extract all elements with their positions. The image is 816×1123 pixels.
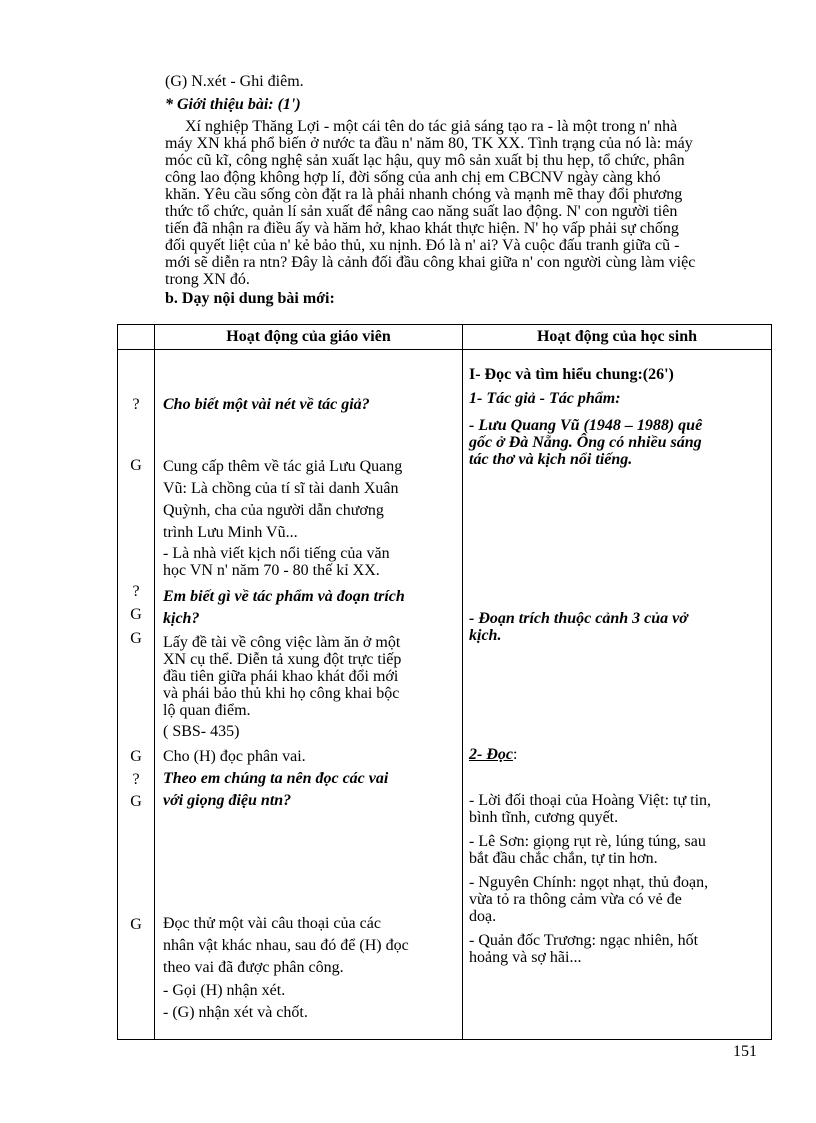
text-line: trình Lưu Minh Vũ... [163,524,298,541]
intro-line: mới sẽ diễn ra ntn? Đây là cảnh đối đầu công khai giữa n' con người cùng làm việc [165,254,696,271]
text-line: Quỳnh, cha của người dẫn chương [163,502,384,519]
text-line: doạ. [469,908,497,925]
text-line: bình tĩnh, cương quyết. [469,809,619,826]
teacher-question-tone [163,768,455,812]
student-excerpt-answer [469,610,765,644]
text-line: XN cụ thể. Diễn tả xung đột trực tiếp [163,651,402,668]
text-line: - Quản đốc Trương: ngạc nhiên, hốt [469,932,699,949]
text-line: gốc ở Đà Nẵng. Ông có nhiều sáng [469,434,702,451]
intro-line: Xí nghiệp Thăng Lợi - một cái tên do tác giả sáng tạo ra - là một trong n' nhà [185,118,678,135]
teacher-question-work [163,586,455,630]
text-line: - Nguyên Chính: ngọt nhạt, thủ đoạn, [469,874,709,891]
teacher-marker: G [130,916,142,933]
student-tone-hoang-viet [469,792,765,826]
teacher-sbs-ref: ( SBS- 435) [163,723,240,740]
grading-note: (G) N.xét - Ghi điêm. [165,73,304,90]
teacher-question-author: Cho biết một vài nét về tác giả? [163,396,370,413]
table-body-row [118,350,772,1040]
teacher-playwright-note [163,545,455,579]
student-cell [463,350,772,1040]
text-line: vừa tỏ ra thông cảm vừa có vẻ đe [469,891,682,908]
text-line: Lấy đề tài về công việc làm ăn ở một [163,634,401,651]
text-line: với giọng điệu ntn? [163,792,292,809]
intro-heading: * Giới thiệu bài: (1') [165,96,301,113]
student-tone-quan-doc-truong [469,932,765,966]
intro-line: công lao động không hợp lí, đời sống của anh chị em CBCNV ngày càng khó [165,169,661,186]
text-line: Đọc thử một vài câu thoại của các [163,915,381,932]
teacher-topic-info [163,634,455,719]
student-sub-reading [469,746,765,763]
lesson-table [117,324,772,1040]
teacher-marker: G [130,457,142,474]
marker-cell [118,350,155,1040]
text-line: - Lời đối thoại của Hoàng Việt: tự tin, [469,792,712,809]
text-line: - Là nhà viết kịch nổi tiếng của văn [163,545,390,562]
text-line: - Đoạn trích thuộc cảnh 3 của vở [469,610,688,627]
teacher-role-reading: Cho (H) đọc phân vai. [163,748,306,765]
intro-line: móc cũ kĩ, công nghệ sản xuất lạc hậu, quy mô sản xuất bị thu hẹp, tổ chức, phân [165,152,685,169]
text-line: Theo em chúng ta nên đọc các vai [163,770,389,787]
intro-line: khăn. Yêu cầu sống còn đặt ra là phải nhanh chóng và mạnh mẽ thay đổi phương [165,186,683,203]
teacher-cell [155,350,463,1040]
table-header-row [118,325,772,350]
student-tone-le-son [469,833,765,867]
teacher-marker: G [130,748,142,765]
text-line: - Lê Sơn: giọng rụt rè, lúng túng, sau [469,833,706,850]
text-line: theo vai đã được phân công. [163,959,344,976]
text-line: nhân vật khác nhau, sau đó để (H) đọc [163,937,409,954]
intro-line: đối quyết liệt của n' kẻ bảo thủ, xu nịnh. Đó là n' ai? Và cuộc đấu tranh giữa cũ - [165,237,680,254]
teacher-conclude: - (G) nhận xét và chốt. [163,1004,308,1021]
text-line: đầu tiên giữa phái khao khát đổi mới [163,668,399,685]
teacher-demo-reading [163,913,455,979]
text-line: học VN n' năm 70 - 80 thế kỉ XX. [163,562,380,579]
page-number: 151 [733,1043,757,1060]
teacher-marker: G [130,793,142,810]
intro-line: thức tổ chức, quản lí sản xuất để nâng cao năng suất lao động. N' con người tiên [165,203,678,220]
text-line: Cung cấp thêm về tác giả Lưu Quang [163,458,403,475]
text-line: kịch? [163,610,200,627]
student-section-1: I- Đọc và tìm hiểu chung:(26') [469,366,674,383]
student-sub-reading-colon: : [512,746,518,763]
intro-line: tiến đã nhận ra điều ấy và hăm hở, khao khát thực hiện. N' họ vấp phải sự chống [165,220,679,237]
student-sub-reading-label: 2- Đọc [469,746,513,763]
question-marker: ? [132,771,140,788]
section-b-heading: b. Dạy nội dung bài mới: [165,290,335,307]
question-marker: ? [132,396,140,413]
text-line: lộ quan điểm. [163,702,251,719]
teacher-marker: G [130,630,142,647]
question-marker: ? [132,583,140,600]
text-line: kịch. [469,627,502,644]
intro-line: trong XN đó. [165,271,250,288]
student-header: Hoạt động của học sinh [463,325,772,350]
text-line: bắt đầu chắc chắn, tự tin hơn. [469,850,658,867]
student-tone-nguyen-chinh [469,874,765,925]
text-line: Vũ: Là chồng của tí sĩ tài danh Xuân [163,480,399,497]
marker-header [118,325,155,350]
teacher-author-info [163,456,455,544]
text-line: tác thơ và kịch nổi tiếng. [469,451,633,468]
teacher-call-student: - Gọi (H) nhận xét. [163,982,286,999]
text-line: Em biết gì về tác phẩm và đoạn trích [163,588,405,605]
teacher-header: Hoạt động của giáo viên [155,325,463,350]
text-line: - Lưu Quang Vũ (1948 – 1988) quê [469,417,703,434]
intro-line: máy XN khá phổ biến ở nước ta đầu n' năm 80, TK XX. Tình trạng của nó là: máy [165,135,693,152]
student-sub-author-work: 1- Tác giả - Tác phẩm: [469,390,621,407]
text-line: và phái bảo thủ khi họ công khai bộc [163,685,400,702]
teacher-marker: G [130,606,142,623]
student-author-answer [469,417,765,468]
text-line: hoảng và sợ hãi... [469,949,582,966]
